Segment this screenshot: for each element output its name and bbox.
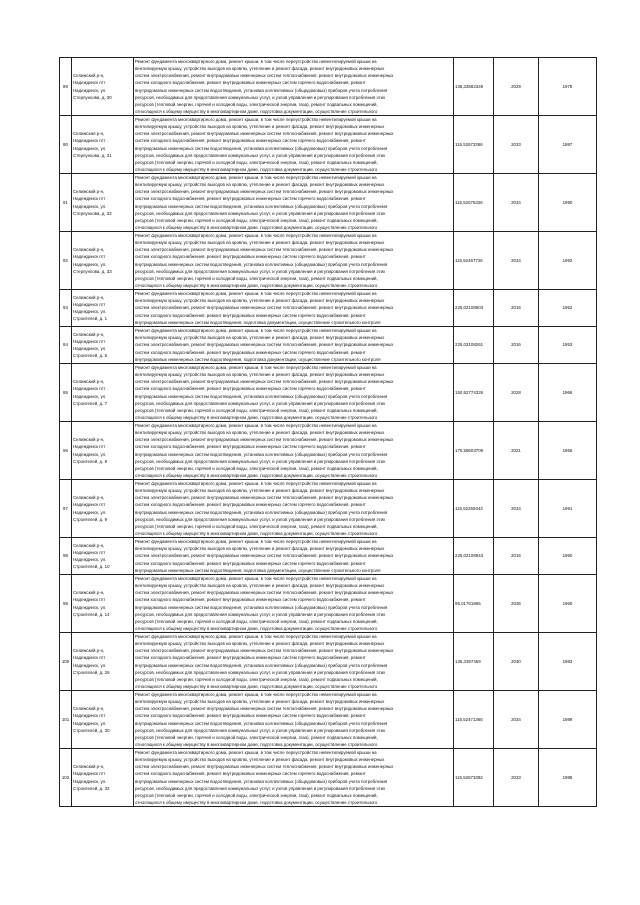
- works-line: систем электроснабжения, ремонт внутридомовых инженерных систем теплоснабжения, ремонт внутридомовых инженерных: [135, 648, 394, 654]
- works-line: систем электроснабжения, ремонт внутридомовых инженерных систем теплоснабжения, ремонт внутридомовых инженерных: [135, 706, 394, 712]
- build-year-cell: 1960: [539, 575, 597, 633]
- works-line: ресурсов, необходимых для предоставления коммунальных услуг, и узлов управления и регулирования потребления этих: [135, 268, 386, 274]
- works-line: ресурсов (тепловой энергии, горячей и холодной воды, электрической энергии, газа), ремонт подвальных помещений,: [135, 465, 378, 471]
- works-line: относящихся к общему имуществу в многоквартирном доме, подготовка документации, осуществление строительного: [135, 741, 378, 747]
- address-line: Строителей, д. 1: [73, 316, 108, 322]
- works-cell: [134, 538, 454, 575]
- address-line: Надеждинск, ул.: [73, 87, 107, 93]
- address-cell: [72, 58, 134, 116]
- row-number: 90: [60, 116, 72, 174]
- works-line: относящихся к общему имуществу в многоквартирном доме, подготовка документации, осуществление строительного: [135, 282, 378, 288]
- address-line: Строителей, д. 32: [73, 785, 110, 791]
- row-number: 91: [60, 174, 72, 232]
- works-line: вентилируемую крышу, устройство выходов на кровлю, утепление и ремонт фасада, ремонт внутридомовых инженерных: [135, 546, 385, 552]
- address-line: Надеждинск пгт: [73, 254, 106, 260]
- address-cell: [72, 232, 134, 290]
- works-cell: [134, 116, 454, 174]
- address-line: Селижский р-н,: [73, 648, 105, 654]
- row-number: 96: [60, 422, 72, 480]
- works-line: ресурсов, необходимых для предоставления коммунальных услуг, и узлов управления и регулирования потребления этих: [135, 400, 386, 406]
- repair-year-cell: 2034: [494, 480, 539, 538]
- works-line: ресурсов, необходимых для предоставления коммунальных услуг, и узлов управления и регулирования потребления этих: [135, 611, 386, 617]
- row-number: 93: [60, 290, 72, 327]
- address-line: Надеждинск, ул.: [73, 145, 107, 151]
- works-line: вентилируемую крышу, устройство выходов на кровлю, утепление и ремонт фасада, ремонт внутридомовых инженерных: [135, 488, 385, 494]
- works-line: внутридомовых инженерных систем водоотведения, установка коллективных (общедомовых) приборов учета потребления: [135, 451, 388, 457]
- repair-year-cell: 2016: [494, 327, 539, 364]
- works-line: систем электроснабжения, ремонт внутридомовых инженерных систем теплоснабжения, ремонт внутридомовых инженерных: [135, 590, 394, 596]
- works-line: вентилируемую крышу, устройство выходов на кровлю, утепление и ремонт фасада, ремонт внутридомовых инженерных: [135, 757, 385, 763]
- works-line: вентилируемую крышу, устройство выходов на кровлю, утепление и ремонт фасада, ремонт внутридомовых инженерных: [135, 124, 385, 130]
- works-line: ресурсов, необходимых для предоставления коммунальных услуг, и узлов управления и регулирования потребления этих: [135, 210, 386, 216]
- works-line: вентилируемую крышу, устройство выходов на кровлю, утепление и ремонт фасада, ремонт внутридомовых инженерных: [135, 641, 385, 647]
- address-cell: [72, 480, 134, 538]
- address-cell: [72, 538, 134, 575]
- address-line: Стерлунхова, д. 30: [73, 94, 112, 100]
- cost-cell: 115,52269443: [454, 480, 494, 538]
- works-line: относящихся к общему имуществу в многоквартирном доме, подготовка документации, осуществление строительного: [135, 414, 378, 420]
- address-line: Надеждинск, ул.: [73, 393, 107, 399]
- address-line: Строителей, д. 26: [73, 669, 110, 675]
- cost-cell: 175,59603709: [454, 422, 494, 480]
- works-line: внутридомовых инженерных систем водоотведения, установка коллективных (общедомовых) приборов учета потребления: [135, 261, 388, 267]
- address-line: Надеждинск пгт: [73, 771, 106, 777]
- works-line: Ремонт фундамента многоквартирного дома, ремонт крыши, в том числе переустройство невентилируемой крыши на: [135, 692, 377, 698]
- repair-year-cell: 2016: [494, 538, 539, 575]
- address-line: Надеждинск пгт: [73, 301, 106, 307]
- address-line: Надеждинск, ул.: [73, 557, 107, 562]
- works-line: систем электроснабжения, ремонт внутридомовых инженерных систем теплоснабжения, ремонт внутридомовых инженерных: [135, 189, 394, 195]
- address-cell: [72, 290, 134, 327]
- address-line: Строителей, д. 9: [73, 516, 108, 522]
- works-line: систем холодного водоснабжения, ремонт внутридомовых инженерных систем горячего водоснабжения, ремонт: [135, 502, 366, 508]
- works-line: Ремонт фундамента многоквартирного дома, ремонт крыши, в том числе переустройство невентилируемой крыши на: [135, 233, 377, 239]
- build-year-cell: 1956: [539, 422, 597, 480]
- address-line: Стерлунхова, д. 32: [73, 210, 112, 216]
- works-cell: [134, 480, 454, 538]
- build-year-cell: 1950: [539, 538, 597, 575]
- works-line: систем электроснабжения, ремонт внутридомовых инженерных систем теплоснабжения, ремонт внутридомовых инженерных: [135, 553, 394, 559]
- works-line: ресурсов (тепловой энергии, горячей и холодной воды, электрической энергии, газа), ремонт подвальных помещений,: [135, 676, 378, 682]
- works-line: систем холодного водоснабжения, ремонт внутридомовых инженерных систем горячего водоснабжения, ремонт: [135, 254, 366, 260]
- table-row: [60, 174, 597, 232]
- works-line: внутридомовых инженерных систем водоотведения, установка коллективных (общедомовых) приборов учета потребления: [135, 145, 388, 151]
- works-line: внутридомовых инженерных систем водоотведения, установка коллективных (общедомовых) приборов учета потребления: [135, 720, 388, 726]
- works-line: внутридомовых инженерных систем водоотведения, установка коллективных (общедомовых) приборов учета потребления: [135, 393, 388, 399]
- works-line: вентилируемую крышу, устройство выходов на кровлю, утепление и ремонт фасада, ремонт внутридомовых инженерных: [135, 583, 385, 589]
- works-line: Ремонт фундамента многоквартирного дома, ремонт крыши, в том числе переустройство невентилируемой крыши на: [135, 481, 377, 487]
- works-line: систем холодного водоснабжения, ремонт внутридомовых инженерных систем горячего водоснабжения, ремонт: [135, 349, 366, 355]
- works-line: Ремонт фундамента многоквартирного дома, ремонт крыши, в том числе переустройство невентилируемой крыши на: [135, 59, 377, 65]
- address-line: Селижский р-н,: [73, 495, 105, 501]
- address-line: Селижский р-н,: [73, 73, 105, 79]
- row-number: 95: [60, 364, 72, 422]
- address-line: Надеждинск пгт: [73, 655, 106, 661]
- repair-year-cell: 2028: [494, 364, 539, 422]
- works-line: систем электроснабжения, ремонт внутридомовых инженерных систем теплоснабжения, ремонт внутридомовых инженерных: [135, 247, 394, 253]
- row-number: 89: [60, 58, 72, 116]
- works-line: вентилируемую крышу, устройство выходов на кровлю, утепление и ремонт фасада, ремонт внутридомовых инженерных: [135, 66, 385, 72]
- works-line: систем холодного водоснабжения, ремонт внутридомовых инженерных систем горячего водоснабжения, ремонт: [135, 713, 366, 719]
- works-line: ресурсов, необходимых для предоставления коммунальных услуг, и узлов управления и регулирования потребления этих: [135, 152, 386, 158]
- address-line: Стерлунхова, д. 33: [73, 268, 112, 274]
- works-line: вентилируемую крышу, устройство выходов на кровлю, утепление и ремонт фасада, ремонт внутридомовых инженерных: [135, 372, 385, 378]
- works-line: Ремонт фундамента многоквартирного дома, ремонт крыши, в том числе переустройство невентилируемой крыши на: [135, 328, 377, 334]
- works-cell: [134, 364, 454, 422]
- address-line: Надеждинск пгт: [73, 386, 106, 392]
- repair-year-cell: 2029: [494, 58, 539, 116]
- works-line: Ремонт фундамента многоквартирного дома, ремонт крыши, в том числе переустройство невентилируемой крыши на: [135, 175, 377, 181]
- works-line: систем электроснабжения, ремонт внутридомовых инженерных систем теплоснабжения, ремонт внутридомовых инженерных: [135, 764, 394, 770]
- works-line: Ремонт фундамента многоквартирного дома, ремонт крыши, в том числе переустройство невентилируемой крыши на: [135, 423, 377, 429]
- address-line: Селижский р-н,: [73, 247, 105, 253]
- address-cell: [72, 327, 134, 364]
- works-line: вентилируемую крышу, устройство выходов на кровлю, утепление и ремонт фасада, ремонт внутридомовых инженерных: [135, 298, 385, 304]
- address-line: Надеждинск пгт: [73, 549, 106, 555]
- works-line: ресурсов (тепловой энергии, горячей и холодной воды, электрической энергии, газа), ремонт подвальных помещений,: [135, 792, 378, 798]
- build-year-cell: 1983: [539, 633, 597, 691]
- works-line: систем электроснабжения, ремонт внутридомовых инженерных систем теплоснабжения, ремонт внутридомовых инженерных: [135, 305, 394, 311]
- cost-cell: 225,02108943: [454, 538, 494, 575]
- cost-cell: 115,52576326: [454, 174, 494, 232]
- table-row: [60, 232, 597, 290]
- address-line: Надеждинск пгт: [73, 597, 106, 603]
- build-year-cell: 1992: [539, 232, 597, 290]
- works-line: систем холодного водоснабжения, ремонт внутридомовых инженерных систем горячего водоснабжения, ремонт: [135, 138, 366, 144]
- address-line: Селижский р-н,: [73, 294, 105, 300]
- works-line: внутридомовых инженерных систем водоотведения, установка коллективных (общедомовых) приборов учета потребления: [135, 662, 388, 668]
- works-line: внутридомовых инженерных систем водоотведения, подготовка документации, осуществление строительного контроля: [135, 567, 381, 573]
- table-row: [60, 691, 597, 749]
- address-cell: [72, 116, 134, 174]
- works-cell: [134, 633, 454, 691]
- address-line: Селижский р-н,: [73, 189, 105, 195]
- address-cell: [72, 364, 134, 422]
- table-row: [60, 327, 597, 364]
- cost-cell: 225,02108261: [454, 327, 494, 364]
- build-year-cell: 1952: [539, 290, 597, 327]
- row-number: 99: [60, 575, 72, 633]
- address-line: Надеждинск пгт: [73, 196, 106, 202]
- address-line: Селижская р-н,: [73, 131, 105, 137]
- works-line: относящихся к общему имуществу в многоквартирном доме, подготовка документации, осуществление строительного: [135, 799, 378, 805]
- works-line: систем электроснабжения, ремонт внутридомовых инженерных систем теплоснабжения, ремонт внутридомовых инженерных: [135, 437, 394, 443]
- table-row: [60, 480, 597, 538]
- row-number: 97: [60, 480, 72, 538]
- address-line: Надеждинск, ул.: [73, 346, 107, 351]
- build-year-cell: 1966: [539, 364, 597, 422]
- cost-cell: 135,3397459: [454, 633, 494, 691]
- works-line: Ремонт фундамента многоквартирного дома, ремонт крыши, в том числе переустройство невентилируемой крыши на: [135, 750, 377, 756]
- works-line: систем электроснабжения, ремонт внутридомовых инженерных систем теплоснабжения, ремонт внутридомовых инженерных: [135, 73, 394, 79]
- works-cell: [134, 290, 454, 327]
- works-line: внутридомовых инженерных систем водоотведения, установка коллективных (общедомовых) приборов учета потребления: [135, 203, 388, 209]
- table-row: [60, 633, 597, 691]
- address-line: Селижский р-н,: [73, 542, 105, 548]
- address-line: Селижский р-н,: [73, 379, 105, 385]
- works-cell: [134, 232, 454, 290]
- works-line: относящихся к общему имуществу в многоквартирном доме, подготовка документации, осуществление строительного: [135, 683, 378, 689]
- works-line: ресурсов (тепловой энергии, горячей и холодной воды, электрической энергии, газа), ремонт подвальных помещений,: [135, 217, 378, 223]
- works-line: систем холодного водоснабжения, ремонт внутридомовых инженерных систем горячего водоснабжения, ремонт: [135, 312, 366, 318]
- table-row: [60, 575, 597, 633]
- works-cell: [134, 422, 454, 480]
- works-line: внутридомовых инженерных систем водоотведения, установка коллективных (общедомовых) приборов учета потребления: [135, 87, 388, 93]
- works-line: систем холодного водоснабжения, ремонт внутридомовых инженерных систем горячего водоснабжения, ремонт: [135, 655, 366, 661]
- works-line: ресурсов (тепловой энергии, горячей и холодной воды, электрической энергии, газа), ремонт подвальных помещений,: [135, 275, 378, 281]
- repair-year-cell: 2016: [494, 290, 539, 327]
- cost-cell: 95,01761865: [454, 575, 494, 633]
- works-cell: [134, 174, 454, 232]
- works-line: внутридомовых инженерных систем водоотведения, установка коллективных (общедомовых) приборов учета потребления: [135, 778, 388, 784]
- address-line: Селижский р-н,: [73, 437, 105, 443]
- row-number: 102: [60, 749, 72, 807]
- address-line: Надеждинск, ул.: [73, 203, 107, 209]
- address-line: Надеждинск, ул.: [73, 778, 107, 784]
- works-line: относящихся к общему имуществу в многоквартирном доме, подготовка документации, осуществление строительного: [135, 108, 378, 114]
- works-line: систем холодного водоснабжения, ремонт внутридомовых инженерных систем горячего водоснабжения, ремонт: [135, 597, 366, 603]
- repair-year-cell: 2034: [494, 174, 539, 232]
- works-line: внутридомовых инженерных систем водоотведения, подготовка документации, осуществление строительного контроля: [135, 356, 381, 362]
- works-line: относящихся к общему имуществу в многоквартирном доме, подготовка документации, осуществление строительного: [135, 224, 378, 230]
- works-line: Ремонт фундамента многоквартирного дома, ремонт крыши, в том числе переустройство невентилируемой крыши на: [135, 539, 377, 545]
- works-line: систем холодного водоснабжения, ремонт внутридомовых инженерных систем горячего водоснабжения, ремонт: [135, 80, 366, 86]
- repair-year-cell: 2021: [494, 422, 539, 480]
- build-year-cell: 1978: [539, 58, 597, 116]
- works-line: систем холодного водоснабжения, ремонт внутридомовых инженерных систем горячего водоснабжения, ремонт: [135, 196, 366, 202]
- works-cell: [134, 58, 454, 116]
- works-line: ресурсов (тепловой энергии, горячей и холодной воды, электрической энергии, газа), ремонт подвальных помещений,: [135, 407, 378, 413]
- address-line: Надеждинск, ул.: [73, 604, 107, 610]
- table-body: [60, 58, 597, 807]
- works-line: относящихся к общему имуществу в многоквартирном доме, подготовка документации, осуществление строительного: [135, 625, 378, 631]
- row-number: 94: [60, 327, 72, 364]
- build-year-cell: 1953: [539, 327, 597, 364]
- row-number: 92: [60, 232, 72, 290]
- address-line: Надеждинск пгт: [73, 713, 106, 719]
- works-line: Ремонт фундамента многоквартирного дома, ремонт крыши, в том числе переустройство невентилируемой крыши на: [135, 117, 377, 123]
- works-cell: [134, 327, 454, 364]
- address-line: Надеждинск, ул.: [73, 309, 107, 314]
- address-cell: [72, 749, 134, 807]
- table-row: [60, 749, 597, 807]
- table-row: [60, 538, 597, 575]
- address-line: Селижский р-н,: [73, 764, 105, 770]
- works-line: относящихся к общему имуществу в многоквартирном доме, подготовка документации, осуществление строительного: [135, 166, 378, 172]
- cost-cell: 115,52673366: [454, 116, 494, 174]
- works-cell: [134, 749, 454, 807]
- works-line: ресурсов (тепловой энергии, горячей и холодной воды, электрической энергии, газа), ремонт подвальных помещений,: [135, 101, 378, 107]
- works-line: Ремонт фундамента многоквартирного дома, ремонт крыши, в том числе переустройство невентилируемой крыши на: [135, 291, 377, 297]
- table-row: [60, 364, 597, 422]
- address-cell: [72, 174, 134, 232]
- works-line: относящихся к общему имуществу в многоквартирном доме, подготовка документации, осуществление строительного: [135, 472, 378, 478]
- works-line: систем электроснабжения, ремонт внутридомовых инженерных систем теплоснабжения, ремонт внутридомовых инженерных: [135, 342, 394, 348]
- table-row: [60, 116, 597, 174]
- works-line: вентилируемую крышу, устройство выходов на кровлю, утепление и ремонт фасада, ремонт внутридомовых инженерных: [135, 699, 385, 705]
- row-number: 101: [60, 691, 72, 749]
- cost-cell: 225,02108603: [454, 290, 494, 327]
- address-line: Надеждинск, ул.: [73, 509, 107, 515]
- address-line: Селижский р-н,: [73, 331, 105, 337]
- address-line: Надеждинск пгт: [73, 138, 106, 144]
- build-year-cell: 1989: [539, 691, 597, 749]
- address-line: Надеждинск, ул.: [73, 451, 107, 457]
- works-cell: [134, 575, 454, 633]
- address-line: Надеждинск, ул.: [73, 720, 107, 726]
- address-line: Надеждинск пгт: [73, 338, 106, 344]
- table-row: [60, 290, 597, 327]
- table-row: [60, 58, 597, 116]
- address-line: Селижский р-н,: [73, 706, 105, 712]
- address-line: Строителей, д. 14: [73, 611, 110, 617]
- works-line: систем электроснабжения, ремонт внутридомовых инженерных систем теплоснабжения, ремонт внутридомовых инженерных: [135, 495, 394, 501]
- works-line: систем холодного водоснабжения, ремонт внутридомовых инженерных систем горячего водоснабжения, ремонт: [135, 560, 366, 566]
- cost-cell: 135,33582349: [454, 58, 494, 116]
- works-line: Ремонт фундамента многоквартирного дома, ремонт крыши, в том числе переустройство невентилируемой крыши на: [135, 634, 377, 640]
- works-line: ресурсов, необходимых для предоставления коммунальных услуг, и узлов управления и регулирования потребления этих: [135, 94, 386, 100]
- row-number: 100: [60, 633, 72, 691]
- repair-year-cell: 2036: [494, 575, 539, 633]
- works-line: ресурсов, необходимых для предоставления коммунальных услуг, и узлов управления и регулирования потребления этих: [135, 669, 386, 675]
- build-year-cell: 1991: [539, 480, 597, 538]
- works-line: ресурсов, необходимых для предоставления коммунальных услуг, и узлов управления и регулирования потребления этих: [135, 458, 386, 464]
- works-cell: [134, 691, 454, 749]
- works-line: систем холодного водоснабжения, ремонт внутридомовых инженерных систем горячего водоснабжения, ремонт: [135, 444, 366, 450]
- works-line: вентилируемую крышу, устройство выходов на кровлю, утепление и ремонт фасада, ремонт внутридомовых инженерных: [135, 430, 385, 436]
- cost-cell: 115,52471365: [454, 691, 494, 749]
- works-line: Ремонт фундамента многоквартирного дома, ремонт крыши, в том числе переустройство невентилируемой крыши на: [135, 365, 377, 371]
- works-line: внутридомовых инженерных систем водоотведения, подготовка документации, осуществление строительного контроля: [135, 319, 381, 325]
- works-line: ресурсов (тепловой энергии, горячей и холодной воды, электрической энергии, газа), ремонт подвальных помещений,: [135, 159, 378, 165]
- address-cell: [72, 691, 134, 749]
- address-line: Надеждинск, ул.: [73, 662, 107, 668]
- works-line: систем электроснабжения, ремонт внутридомовых инженерных систем теплоснабжения, ремонт внутридомовых инженерных: [135, 131, 394, 137]
- works-line: ресурсов (тепловой энергии, горячей и холодной воды, электрической энергии, газа), ремонт подвальных помещений,: [135, 523, 378, 529]
- table-row: [60, 422, 597, 480]
- works-line: ресурсов, необходимых для предоставления коммунальных услуг, и узлов управления и регулирования потребления этих: [135, 785, 386, 791]
- works-line: Ремонт фундамента многоквартирного дома, ремонт крыши, в том числе переустройство невентилируемой крыши на: [135, 576, 377, 582]
- works-line: внутридомовых инженерных систем водоотведения, установка коллективных (общедомовых) приборов учета потребления: [135, 509, 388, 515]
- address-line: Надеждинск, ул.: [73, 261, 107, 267]
- address-line: Надеждинск пгт: [73, 444, 106, 450]
- address-line: Стерлунхова, д. 31: [73, 152, 112, 158]
- works-line: вентилируемую крышу, устройство выходов на кровлю, утепление и ремонт фасада, ремонт внутридомовых инженерных: [135, 182, 385, 188]
- works-line: ресурсов (тепловой энергии, горячей и холодной воды, электрической энергии, газа), ремонт подвальных помещений,: [135, 734, 378, 740]
- cost-cell: 115,52467726: [454, 232, 494, 290]
- build-year-cell: 1987: [539, 116, 597, 174]
- address-line: Строителей, д. 10: [73, 564, 110, 570]
- address-line: Строителей, д. 5: [73, 353, 108, 359]
- cost-cell: 150,52774326: [454, 364, 494, 422]
- build-year-cell: 1990: [539, 174, 597, 232]
- works-line: ресурсов, необходимых для предоставления коммунальных услуг, и узлов управления и регулирования потребления этих: [135, 727, 386, 733]
- address-line: Строителей, д. 7: [73, 400, 108, 406]
- address-cell: [72, 633, 134, 691]
- build-year-cell: 1988: [539, 749, 597, 807]
- works-line: ресурсов, необходимых для предоставления коммунальных услуг, и узлов управления и регулирования потребления этих: [135, 516, 386, 522]
- repair-year-cell: 2034: [494, 232, 539, 290]
- repair-year-cell: 2030: [494, 633, 539, 691]
- row-number: 98: [60, 538, 72, 575]
- address-line: Строителей, д. 30: [73, 727, 110, 733]
- address-cell: [72, 575, 134, 633]
- works-line: ресурсов (тепловой энергии, горячей и холодной воды, электрической энергии, газа), ремонт подвальных помещений,: [135, 618, 378, 624]
- address-line: Надеждинск пгт: [73, 502, 106, 508]
- address-line: Надеждинск пгт: [73, 80, 106, 86]
- repair-year-cell: 2033: [494, 116, 539, 174]
- works-line: вентилируемую крышу, устройство выходов на кровлю, утепление и ремонт фасада, ремонт внутридомовых инженерных: [135, 335, 385, 341]
- cost-cell: 115,52673392: [454, 749, 494, 807]
- works-line: систем электроснабжения, ремонт внутридомовых инженерных систем теплоснабжения, ремонт внутридомовых инженерных: [135, 379, 394, 385]
- works-line: вентилируемую крышу, устройство выходов на кровлю, утепление и ремонт фасада, ремонт внутридомовых инженерных: [135, 240, 385, 246]
- works-line: систем холодного водоснабжения, ремонт внутридомовых инженерных систем горячего водоснабжения, ремонт: [135, 771, 366, 777]
- works-line: систем холодного водоснабжения, ремонт внутридомовых инженерных систем горячего водоснабжения, ремонт: [135, 386, 366, 392]
- capital-repair-table: [59, 57, 597, 807]
- address-cell: [72, 422, 134, 480]
- repair-year-cell: 2033: [494, 749, 539, 807]
- works-line: относящихся к общему имуществу в многоквартирном доме, подготовка документации, осуществление строительного: [135, 530, 378, 536]
- address-line: Строителей, д. 8: [73, 458, 108, 464]
- address-line: Селижский р-н,: [73, 590, 105, 596]
- works-line: внутридомовых инженерных систем водоотведения, установка коллективных (общедомовых) приборов учета потребления: [135, 604, 388, 610]
- repair-year-cell: 2034: [494, 691, 539, 749]
